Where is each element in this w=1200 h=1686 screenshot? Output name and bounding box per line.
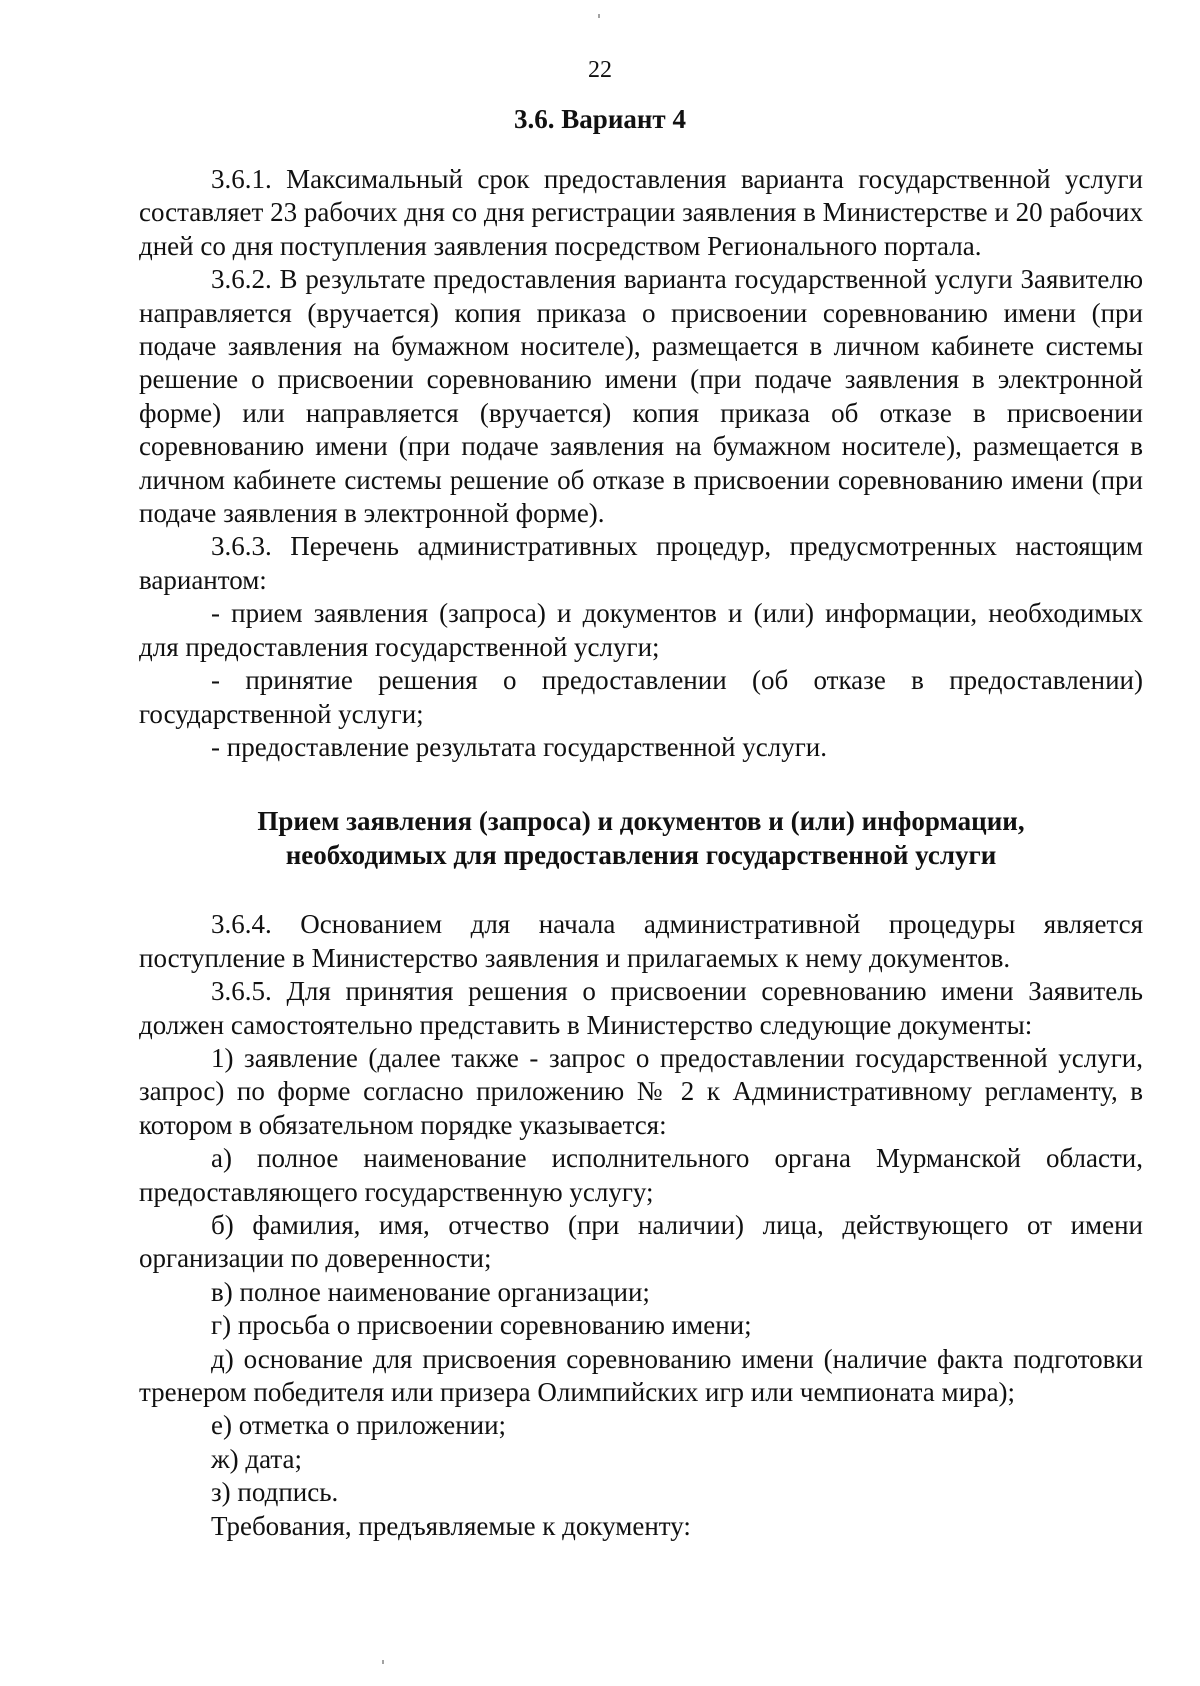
subheading-line-1: Прием заявления (запроса) и документов и (или) информации,	[257, 806, 1025, 837]
paragraph-3-6-5: 3.6.5. Для принятия решения о присвоении соревнованию имени Заявитель должен самостоятельно представить в Министерство следующие документы:	[139, 976, 1143, 1040]
list-item-a: а) полное наименование исполнительного органа Мурманской области, предоставляющего государственную услугу;	[139, 1143, 1143, 1207]
list-item-procedure-2: - принятие решения о предоставлении (об отказе в предоставлении) государственной услуги;	[139, 665, 1143, 729]
list-item-b: б) фамилия, имя, отчество (при наличии) лица, действующего от имени организации по доверенности;	[139, 1209, 1143, 1274]
section-title: 3.6. Вариант 4	[514, 104, 686, 134]
list-item-procedure-1: - прием заявления (запроса) и документов и (или) информации, необходимых для предоставления государственной услуги;	[139, 598, 1143, 662]
list-item-zh: ж) дата;	[211, 1443, 303, 1474]
scan-speck	[598, 14, 600, 18]
list-item-application: 1) заявление (далее также - запрос о предоставлении государственной услуги, запрос) по форме согласно приложению № 2 к Административному регламенту, в котором в обязательном порядке указывается:	[139, 1042, 1143, 1140]
page-number: 22	[588, 57, 612, 83]
paragraph-3-6-3: 3.6.3. Перечень административных процедур, предусмотренных настоящим вариантом:	[139, 531, 1143, 595]
subheading-line-2: необходимых для предоставления государственной услуги	[285, 840, 997, 871]
subheading	[139, 804, 1143, 872]
paragraph-3-6-1: 3.6.1. Максимальный срок предоставления варианта государственной услуги составляет 23 рабочих дня со дня регистрации заявления в Министерстве и 20 рабочих дней со дня поступления заявления посредством Регионального портала.	[139, 164, 1143, 261]
paragraph-3-6-4: 3.6.4. Основанием для начала административной процедуры является поступление в Министерство заявления и прилагаемых к нему документов.	[139, 909, 1143, 973]
document-body	[139, 163, 1143, 1543]
paragraph-3-6-2: 3.6.2. В результате предоставления варианта государственной услуги Заявителю направляется (вручается) копия приказа о присвоении соревнованию имени (при подаче заявления на бумажном носителе), размещается в личном кабинете системы решение о присвоении соревнованию имени (при подаче заявления в электронной форме) или направляется (вручается) копия приказа об отказе в присвоении соревнованию имени (при подаче заявления на бумажном носителе), размещается в личном кабинете системы решение об отказе в присвоении соревнованию имени (при подаче заявления в электронной форме).	[139, 264, 1143, 529]
paragraph-requirements: Требования, предъявляемые к документу:	[211, 1510, 691, 1541]
list-item-d: д) основание для присвоения соревнованию имени (наличие факта подготовки тренером победителя или призера Олимпийских игр или чемпионата мира);	[139, 1343, 1143, 1407]
list-item-e: е) отметка о приложении;	[211, 1410, 507, 1441]
list-item-procedure-3: - предоставление результата государственной услуги.	[211, 731, 827, 762]
list-item-v: в) полное наименование организации;	[211, 1276, 650, 1307]
list-item-g: г) просьба о присвоении соревнованию имени;	[211, 1310, 752, 1341]
scan-speck	[382, 1660, 384, 1664]
list-item-z: з) подпись.	[211, 1477, 339, 1508]
